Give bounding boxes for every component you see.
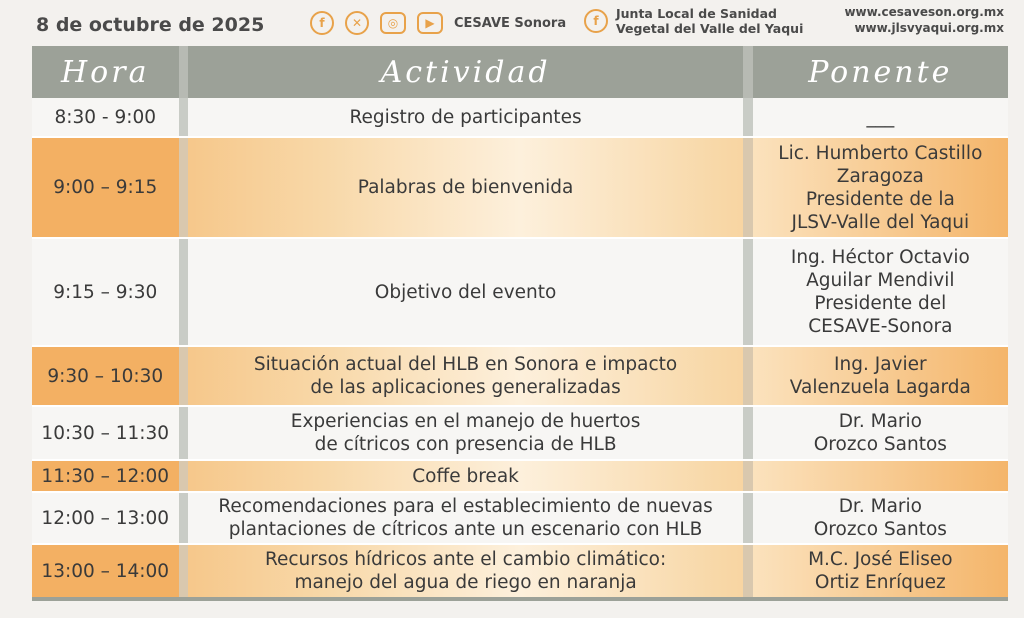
- org-label: CESAVE Sonora: [454, 15, 567, 31]
- activity-cell: Experiencias en el manejo de huertos de cítricos con presencia de HLB: [290, 411, 641, 455]
- table-row: [32, 98, 1008, 136]
- speaker-cell: Lic. Humberto Castillo Zaragoza Presidente de la JLSV-Valle del Yaqui: [753, 138, 1008, 237]
- x-icon[interactable]: ✕: [345, 11, 369, 35]
- time-cell: 11:30 – 12:00: [32, 461, 179, 491]
- column-divider: [743, 138, 753, 237]
- time-cell: 12:00 – 13:00: [32, 493, 179, 543]
- youtube-icon[interactable]: ▶: [417, 12, 443, 34]
- column-divider: [179, 461, 189, 491]
- instagram-icon[interactable]: ◎: [380, 12, 406, 34]
- speaker-cell: ___: [753, 98, 1008, 136]
- column-header-ponente: Ponente: [808, 54, 953, 90]
- column-divider: [743, 407, 753, 459]
- column-divider: [179, 545, 189, 597]
- table-row: [32, 239, 1008, 345]
- table-header: [32, 46, 1008, 98]
- speaker-cell: Dr. Mario Orozco Santos: [753, 407, 1008, 459]
- facebook-icon[interactable]: f: [584, 9, 608, 33]
- column-divider: [743, 347, 753, 405]
- time-cell: 8:30 - 9:00: [32, 98, 179, 136]
- speaker-cell: Dr. Mario Orozco Santos: [753, 493, 1008, 543]
- table-body: [32, 98, 1008, 597]
- header-bar: [0, 0, 1024, 44]
- table-row: [32, 138, 1008, 237]
- table-bottom-rule: [32, 597, 1008, 601]
- column-divider: [179, 46, 189, 98]
- table-row: [32, 545, 1008, 597]
- time-cell: 9:00 – 9:15: [32, 138, 179, 237]
- column-header-hora: Hora: [61, 54, 150, 90]
- website-links: [844, 4, 1004, 36]
- column-divider: [743, 239, 753, 345]
- event-date: 8 de octubre de 2025: [36, 14, 265, 36]
- column-divider: [743, 493, 753, 543]
- time-cell: 10:30 – 11:30: [32, 407, 179, 459]
- activity-cell: Registro de participantes: [349, 106, 582, 128]
- activity-cell: Recomendaciones para el establecimiento de nuevas plantaciones de cítricos ante un escenario con HLB: [218, 496, 713, 540]
- column-divider: [179, 138, 189, 237]
- time-cell: 9:15 – 9:30: [32, 239, 179, 345]
- junta-name: [616, 6, 803, 36]
- column-divider: [179, 239, 189, 345]
- column-header-actividad: Actividad: [380, 54, 551, 90]
- column-divider: [743, 98, 753, 136]
- speaker-cell: [753, 461, 1008, 491]
- junta-line2: Vegetal del Valle del Yaqui: [616, 21, 804, 36]
- url-cesave[interactable]: www.cesaveson.org.mx: [844, 5, 1004, 19]
- url-jlsv[interactable]: www.jlsvyaqui.org.mx: [854, 21, 1004, 35]
- social-links: [310, 10, 582, 36]
- speaker-cell: Ing. Héctor Octavio Aguilar Mendivil Presidente del CESAVE-Sonora: [753, 239, 1008, 345]
- table-row: [32, 407, 1008, 459]
- junta-line1: Junta Local de Sanidad: [616, 6, 777, 21]
- agenda-table: [32, 46, 1008, 601]
- activity-cell: Situación actual del HLB en Sonora e impacto de las aplicaciones generalizadas: [253, 354, 678, 398]
- table-row: [32, 347, 1008, 405]
- time-cell: 9:30 – 10:30: [32, 347, 179, 405]
- column-divider: [743, 545, 753, 597]
- column-divider: [743, 46, 753, 98]
- activity-cell: Palabras de bienvenida: [357, 177, 574, 198]
- column-divider: [743, 461, 753, 491]
- column-divider: [179, 98, 189, 136]
- activity-cell: Recursos hídricos ante el cambio climático: manejo del agua de riego en naranja: [264, 549, 667, 593]
- facebook-icon[interactable]: f: [310, 11, 334, 35]
- time-cell: 13:00 – 14:00: [32, 545, 179, 597]
- speaker-cell: M.C. José Eliseo Ortiz Enríquez: [753, 545, 1008, 597]
- column-divider: [179, 493, 189, 543]
- activity-cell: Coffe break: [412, 465, 519, 487]
- table-row: [32, 461, 1008, 491]
- column-divider: [179, 347, 189, 405]
- junta-block: [584, 6, 803, 36]
- column-divider: [179, 407, 189, 459]
- table-row: [32, 493, 1008, 543]
- activity-cell: Objetivo del evento: [374, 281, 557, 303]
- speaker-cell: Ing. Javier Valenzuela Lagarda: [753, 347, 1008, 405]
